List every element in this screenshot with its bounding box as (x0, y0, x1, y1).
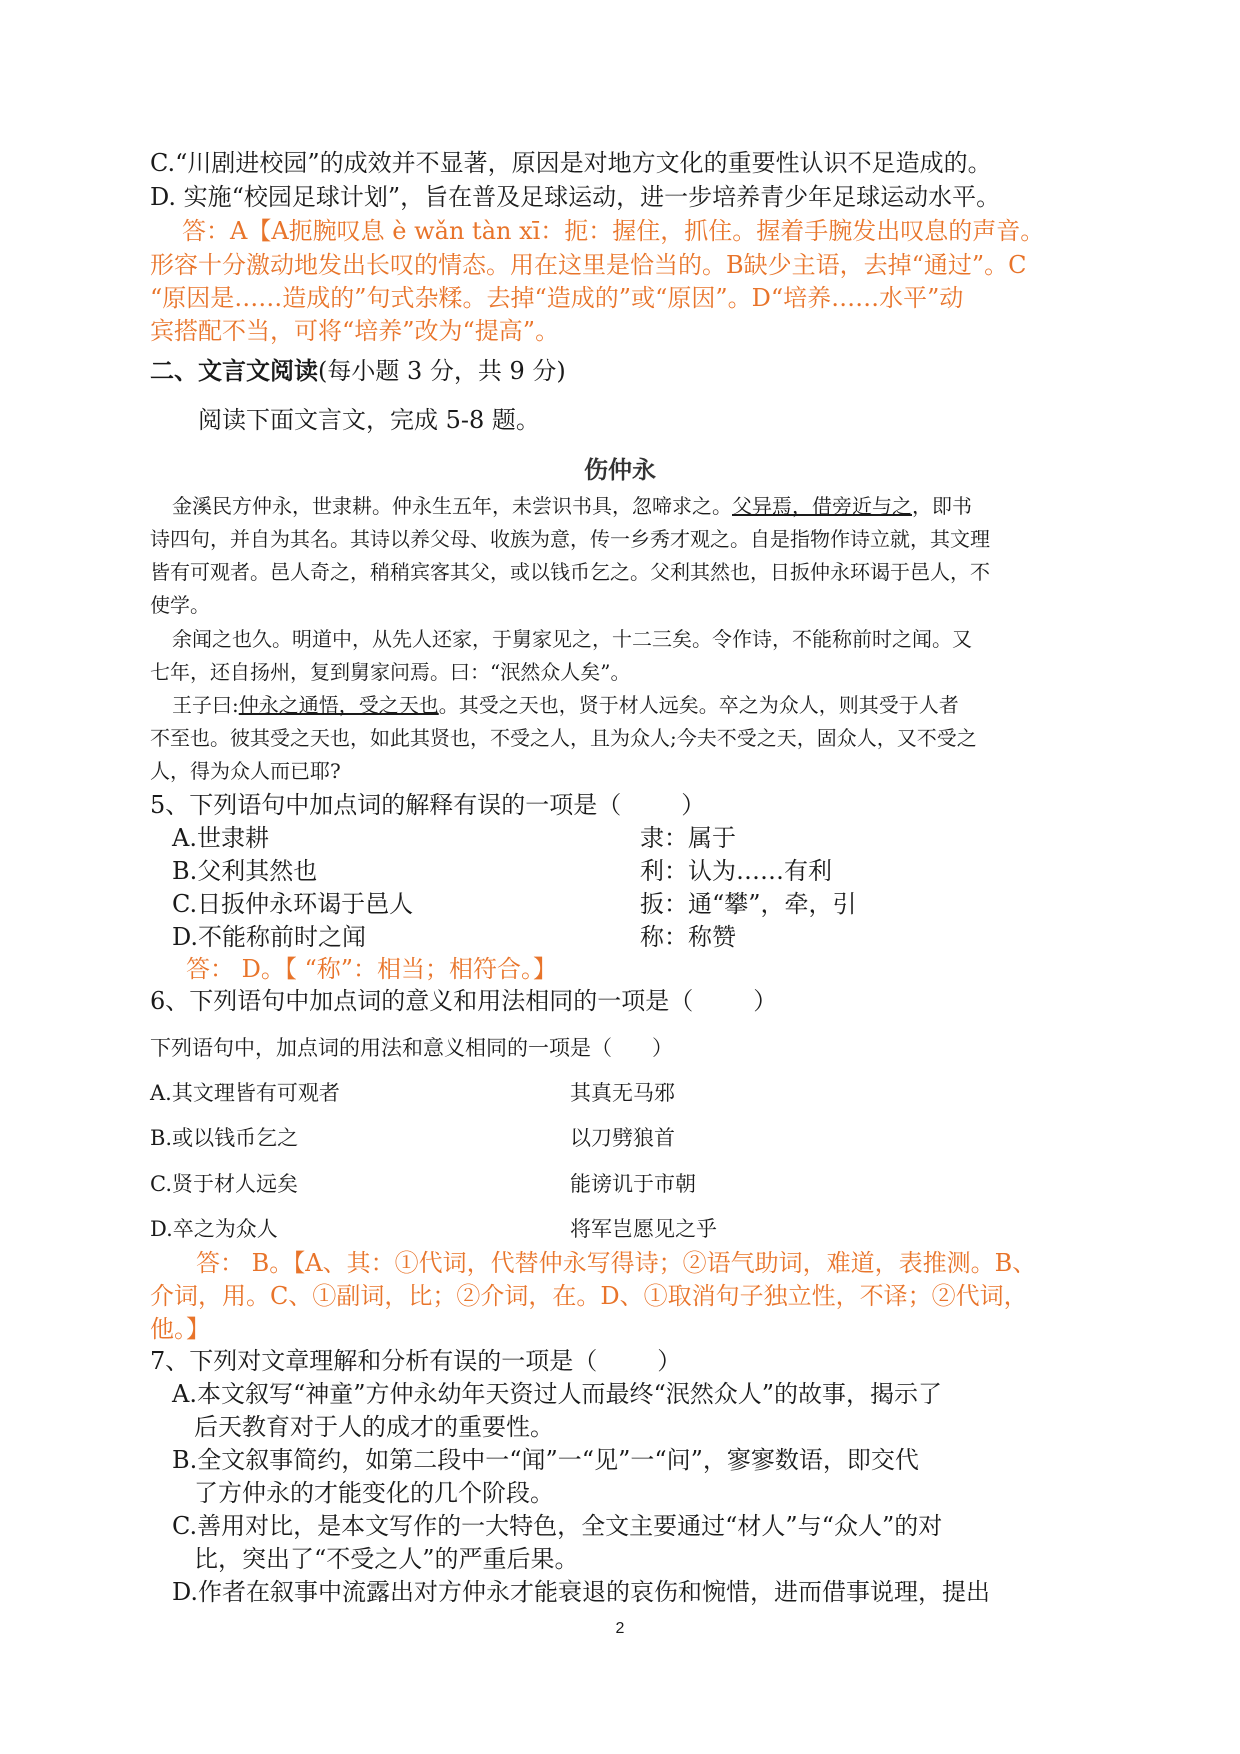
q7-option-c-line-2: 比，突出了“不受之人”的严重后果。 (194, 1545, 579, 1573)
q5-option-a (172, 822, 269, 854)
passage-p2-line-1: 余闻之也久。明道中，从先人还家，于舅家见之，十二三矣。令作诗，不能称前时之闻。又 (172, 627, 972, 651)
q4-answer-line-4: 宾搭配不当，可将“培养”改为“提高”。 (150, 317, 560, 345)
q7-option-d-line-1: D.作者在叙事中流露出对方仲永才能衰退的哀伤和惋惜，进而借事说理，提出 (172, 1578, 991, 1606)
q6-option-b-left: B.或以钱币乞之 (150, 1126, 299, 1150)
q6-option-a-left: A.其文理皆有可观者 (150, 1081, 340, 1105)
passage-p1-line-2: 诗四句，并自为其名。其诗以养父母、收族为意，传一乡秀才观之。自是指物作诗立就，其文理 (150, 527, 990, 551)
q6-answer-line-3: 他。】 (150, 1315, 210, 1343)
q5-option-d-right: 称：称赞 (640, 923, 736, 951)
page-number: 2 (615, 1620, 625, 1637)
q5-option-b-right: 利：认为……有利 (640, 857, 832, 885)
q5-option-a-right: 隶：属于 (640, 824, 736, 852)
q4-answer-line-3: “原因是……造成的”句式杂糅。去掉“造成的”或“原因”。D“培养……水平”动 (150, 284, 964, 312)
q4-answer-line-2: 形容十分激动地发出长叹的情态。用在这里是恰当的。B缺少主语，去掉“通过”。C (150, 251, 1027, 279)
q5-stem (150, 789, 705, 821)
q6-option-c-right: 能谤讥于市朝 (570, 1172, 696, 1196)
q5-option-c-right: 扳：通“攀”，牵，引 (640, 890, 857, 918)
q5-stem-text: 5、下列语句中加点词的解释有误的一项是（ (150, 791, 622, 819)
passage-text: ，即书 (912, 494, 972, 518)
q4-answer-line-1: 答：A【A扼腕叹息 è wǎn tàn xī：扼：握住，抓住。握着手腕发出叹息的声音。 (182, 217, 1045, 245)
q6-option-b-right: 以刀劈狼首 (570, 1126, 675, 1150)
q6-answer-line-1: 答： B。【A、其：①代词，代替仲永写得诗；②语气助词，难道，表推测。B、 (196, 1249, 1037, 1277)
passage-p3-line-2: 不至也。彼其受之天也，如此其贤也，不受之人，且为众人;今夫不受之天，固众人，又不受之 (150, 726, 977, 750)
q6-option-c-left: C.贤于材人远矣 (150, 1172, 298, 1196)
q5-option-d-left: D.不能称前时之闻 (172, 923, 367, 951)
passage-p1-line-3: 皆有可观者。邑人奇之，稍稍宾客其父，或以钱币乞之。父利其然也，日扳仲永环谒于邑人，不 (150, 560, 990, 584)
section-heading-score: (每小题 3 分，共 9 分) (318, 357, 566, 385)
q6-option-d-right: 将军岂愿见之乎 (570, 1217, 717, 1241)
section-heading-title: 二、文言文阅读 (150, 356, 318, 385)
q6-stem2-end: ） (652, 1036, 673, 1060)
section-heading (150, 355, 566, 387)
q6-stem2-text: 下列语句中，加点词的用法和意义相同的一项是（ (150, 1036, 612, 1060)
passage-text: 王子曰: (172, 693, 239, 717)
passage-p3-line-3: 人，得为众人而已耶? (150, 759, 341, 783)
q5-stem-end: ） (681, 791, 706, 819)
q7-option-c-line-1: C.善用对比，是本文写作的一大特色，全文主要通过“材人”与“众人”的对 (172, 1512, 943, 1540)
q5-option-a-left: A.世隶耕 (172, 824, 269, 852)
q5-option-c-left: C.日扳仲永环谒于邑人 (172, 890, 414, 918)
q5-answer: 答： D。【 “称”：相当；相符合。】 (186, 955, 558, 983)
q5-option-b-left: B.父利其然也 (172, 857, 318, 885)
passage-text: 金溪民方仲永，世隶耕。仲永生五年，未尝识书具，忽啼求之。 (172, 494, 732, 518)
q6-option-a-right: 其真无马邪 (570, 1081, 675, 1105)
q6-option-d-left: D.卒之为众人 (150, 1217, 278, 1241)
q4-option-c: C.“川剧进校园”的成效并不显著，原因是对地方文化的重要性认识不足造成的。 (150, 149, 992, 177)
passage-p1-line-1 (172, 491, 972, 521)
passage-p3-line-1 (172, 690, 959, 720)
q7-stem (150, 1345, 681, 1377)
q6-stem-text: 6、下列语句中加点词的意义和用法相同的一项是（ (150, 987, 694, 1015)
passage-p2-line-2: 七年，还自扬州，复到舅家问焉。曰：“泯然众人矣”。 (150, 660, 631, 684)
q6-answer-line-2: 介词，用。C、①副词，比；②介词，在。D、①取消句子独立性，不译；②代词， (150, 1282, 1028, 1310)
q6-stem-2 (150, 1032, 673, 1064)
passage-p1-line-4: 使学。 (150, 593, 210, 617)
section-instruction: 阅读下面文言文，完成 5-8 题。 (198, 406, 540, 434)
q7-option-b-line-2: 了方仲永的才能变化的几个阶段。 (194, 1479, 554, 1507)
q4-option-d: D. 实施“校园足球计划”，旨在普及足球运动，进一步培养青少年足球运动水平。 (150, 183, 1001, 211)
passage-title: 伤仲永 (584, 456, 656, 484)
passage-text: 。其受之天也，贤于材人远矣。卒之为众人，则其受于人者 (438, 693, 959, 717)
q7-stem-text: 7、下列对文章理解和分析有误的一项是（ (150, 1347, 598, 1375)
underlined-text: 父异焉，借旁近与之 (732, 494, 912, 518)
q7-stem-end: ） (657, 1347, 682, 1375)
q7-option-a-line-1: A.本文叙写“神童”方仲永幼年天资过人而最终“泯然众人”的故事，揭示了 (172, 1380, 943, 1408)
q7-option-a-line-2: 后天教育对于人的成才的重要性。 (194, 1413, 554, 1441)
underlined-text: 仲永之通悟，受之天也 (238, 693, 439, 717)
q7-option-b-line-1: B.全文叙事简约，如第二段中一“闻”一“见”一“问”，寥寥数语，即交代 (172, 1446, 919, 1474)
q6-stem (150, 985, 777, 1017)
q6-stem-end: ） (753, 987, 778, 1015)
